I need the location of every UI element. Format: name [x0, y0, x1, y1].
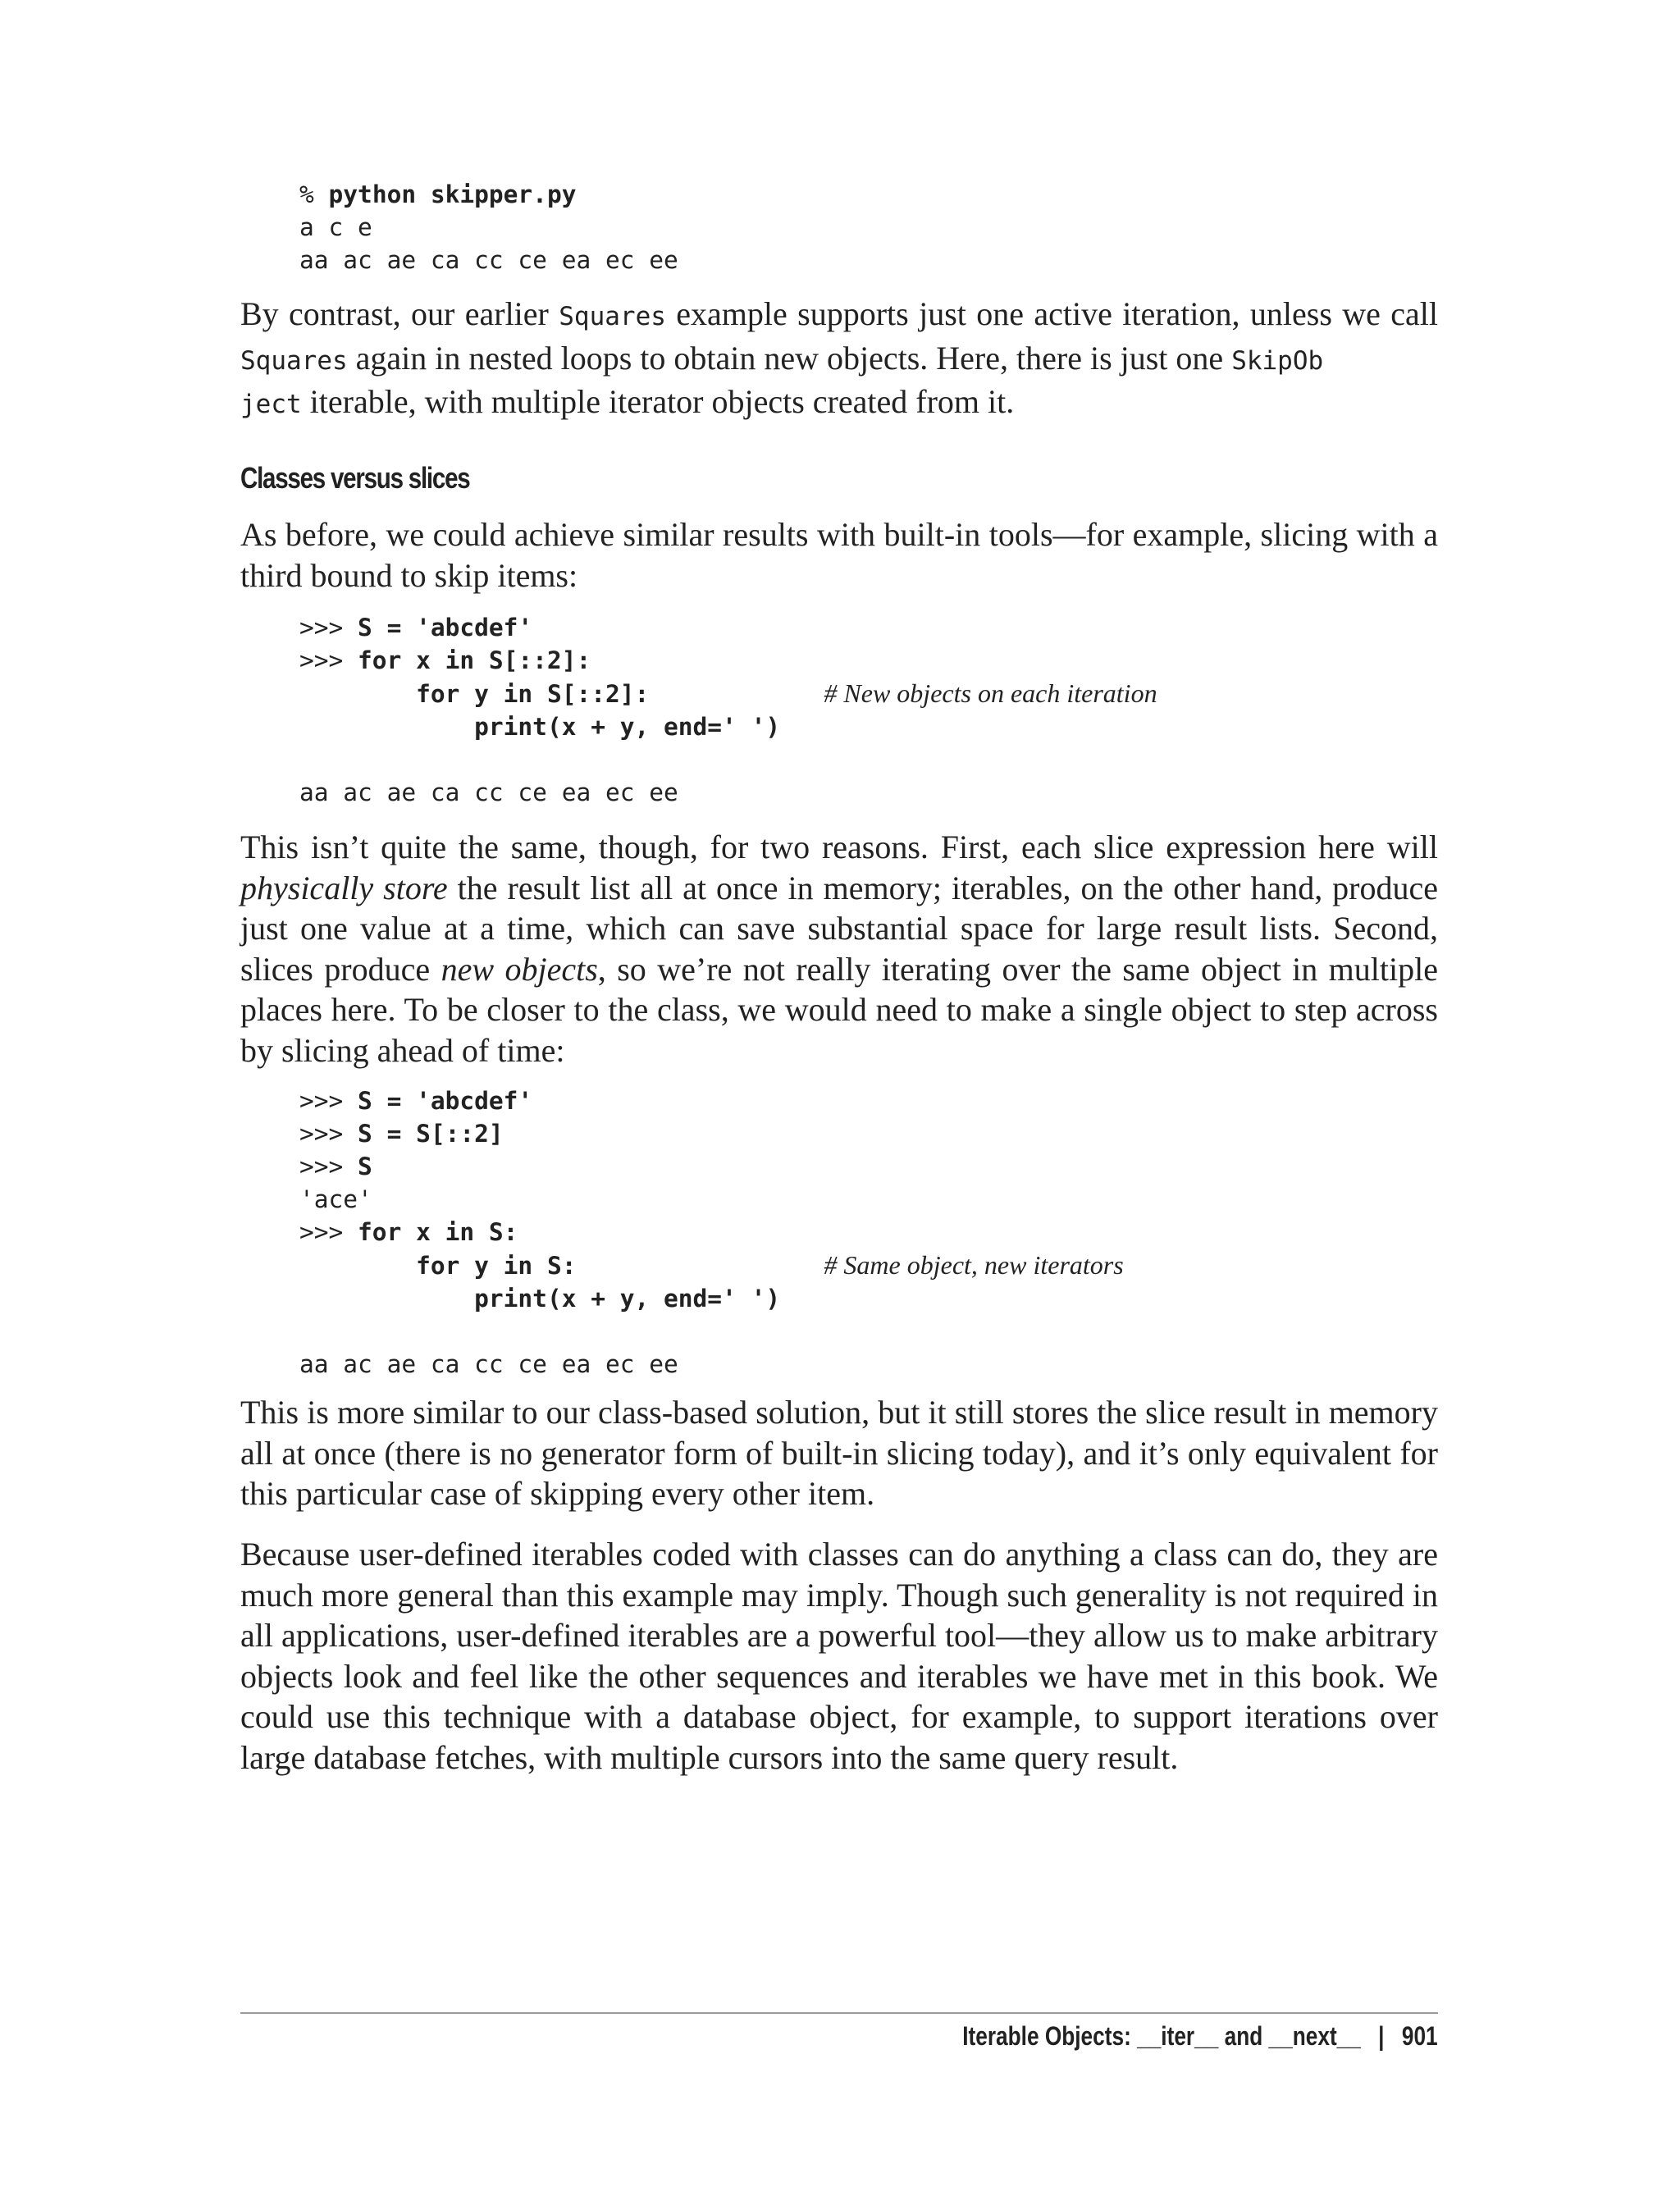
code-block-slice-ahead: >>> S = 'abcdef' >>> S = S[::2] >>> S 'ace' >>> for x in S: for y in S: # Same object, new iterators print(x + y, end=' ') aa ac ae ca cc ce ea ec ee — [299, 1087, 1124, 1378]
section-heading: Classes versus slices — [240, 461, 470, 495]
paragraph-class-based-similar: This is more similar to our class-based solution, but it still stores the slice result in memory all at once (there is no generator form of built-in slicing today), and it’s only equivalent for this particular case of skipping every other item. — [240, 1394, 1438, 1512]
code-block-slicing-nested: >>> S = 'abcdef' >>> for x in S[::2]: for y in S[::2]: # New objects on each iteration print(x + y, end=' ') aa ac ae ca cc ce ea ec ee — [299, 614, 1157, 806]
footer-separator: | — [1378, 2021, 1385, 2051]
inline-code: Squares — [240, 345, 348, 376]
emphasis: new objects — [441, 950, 598, 988]
paragraph-squares-contrast: By contrast, our earlier Squares example supports just one active iteration, unless we call Squares again in nested loops to obtain new objects. Here, there is just one SkipOb ject iterable, with multiple iterator objects created from it. — [240, 295, 1439, 420]
shell-prompt: % — [299, 180, 329, 208]
page-number: 901 — [1402, 2021, 1438, 2051]
running-footer-title: Iterable Objects: __iter__ and __next__ — [962, 2021, 1362, 2051]
code-comment: # Same object, new iterators — [824, 1250, 1124, 1280]
output-line: a c e — [299, 213, 372, 241]
code-block-skipper-output — [299, 178, 678, 276]
output-line: aa ac ae ca cc ce ea ec ee — [299, 246, 678, 274]
inline-code: Squares — [559, 302, 666, 331]
inline-code: ject — [240, 390, 302, 419]
paragraph-user-defined-iterables: Because user-defined iterables coded with classes can do anything a class can do, they are much more general than this example may imply. Though such generality is not required in all applications, user-defined iterables are a powerful tool—they allow us to make arbitrary objects look and feel like the other sequences and iterables we have met in this book. We could use this technique with a database object, for example, to support iterations over large database fetches, with multiple cursors into the same query result. — [240, 1536, 1438, 1776]
paragraph-builtin-tools: As before, we could achieve similar results with built-in tools—for example, slicing with a third bound to skip items: — [240, 516, 1438, 594]
output-line: aa ac ae ca cc ce ea ec ee — [299, 1350, 678, 1378]
footer-rule — [240, 2012, 1438, 2014]
emphasis: physically store — [240, 869, 448, 906]
paragraph-not-same: This isn’t quite the same, though, for two reasons. First, each slice expression here will physically store the result list all at once in memory; iterables, on the other hand, produce just one value at a time, which can save substantial space for large result lists. Second, slices produce new objects, so we’re not really iterating over the same object in multiple places here. To be closer to the class, we would need to make a single object to step across by slicing ahead of time: — [240, 829, 1439, 1069]
code-comment: # New objects on each iteration — [824, 678, 1157, 708]
output-line: 'ace' — [299, 1185, 372, 1213]
page-footer — [963, 2021, 1438, 2052]
inline-code: SkipOb — [1231, 345, 1324, 376]
shell-command: python skipper.py — [328, 180, 577, 208]
output-line: aa ac ae ca cc ce ea ec ee — [299, 778, 678, 806]
